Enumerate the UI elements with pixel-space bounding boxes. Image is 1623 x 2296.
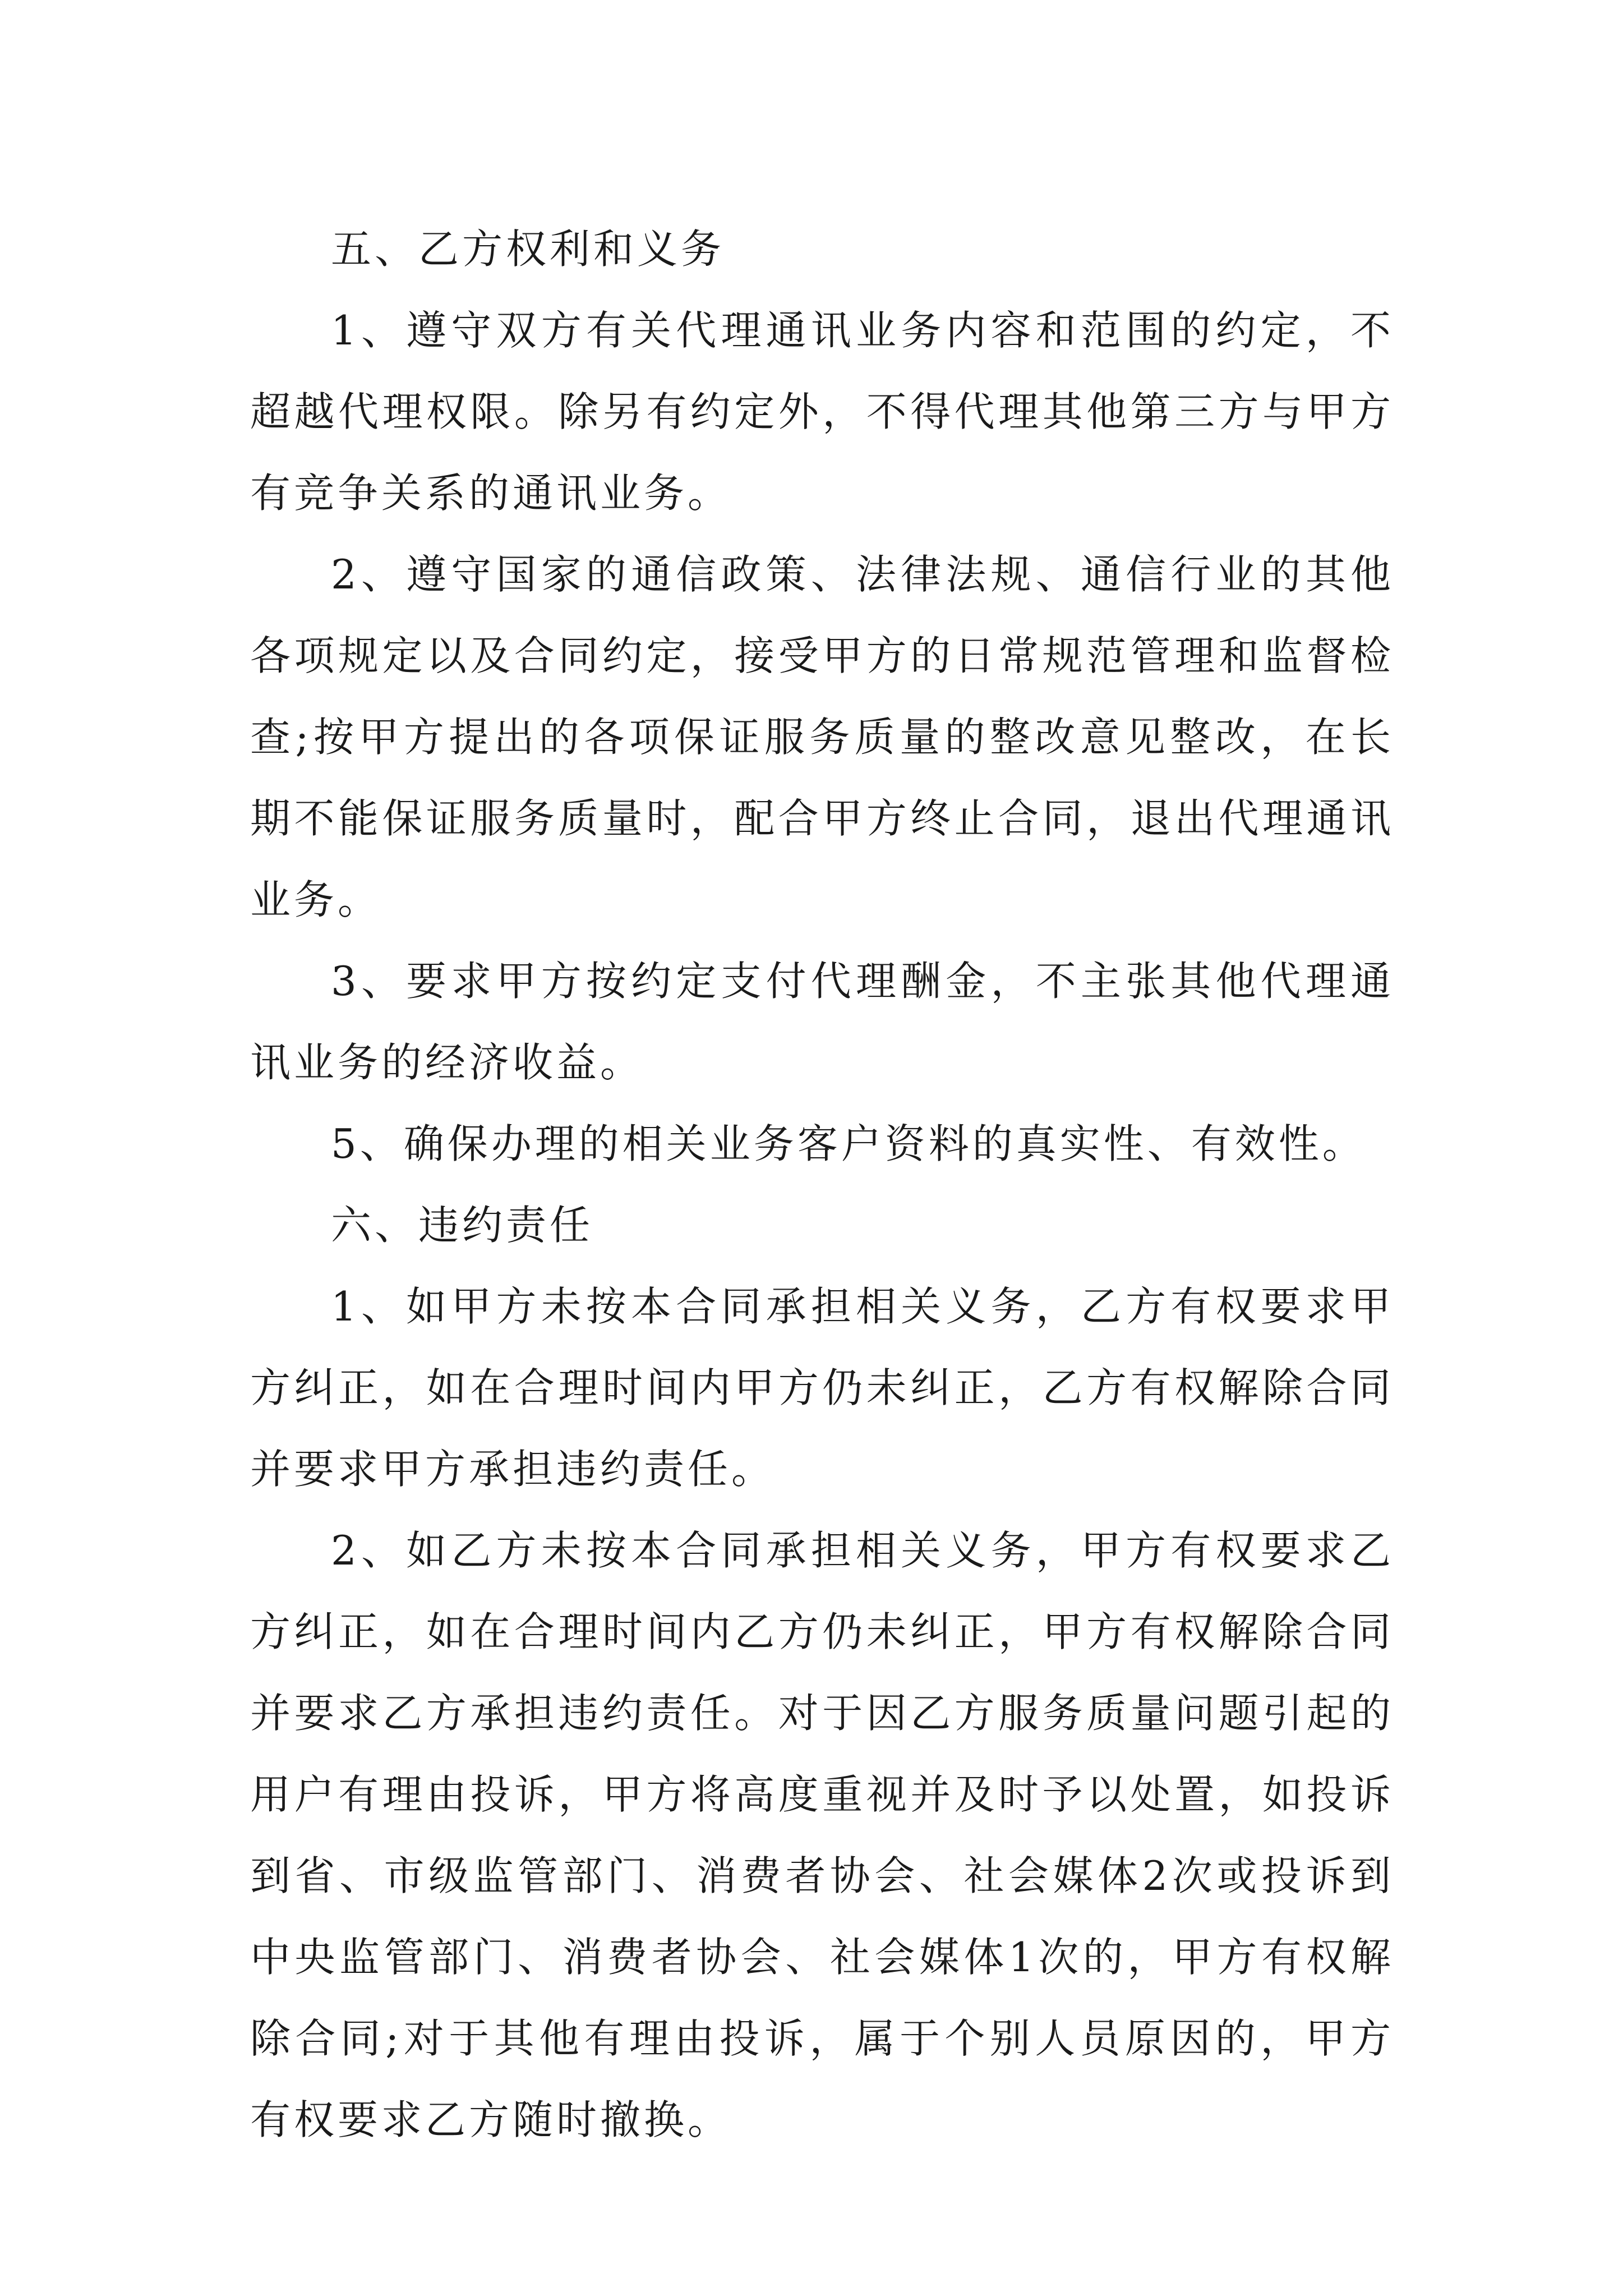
section-heading-breach-liability: 六、违约责任 (331, 1202, 594, 1249)
paragraph: 1、遵守双方有关代理通讯业务内容和范围的约定，不超越代理权限。除另有约定外，不得代理其他第三方与甲方有竞争关系的通讯业务。 (250, 307, 1394, 517)
paragraph: 2、遵守国家的通信政策、法律法规、通信行业的其他各项规定以及合同约定，接受甲方的日常规范管理和监督检查;按甲方提出的各项保证服务质量的整改意见整改，在长期不能保证服务质量时，配合甲方终止合同，退出代理通讯业务。 (250, 551, 1394, 923)
paragraph: 5、确保办理的相关业务客户资料的真实性、有效性。 (331, 1120, 1366, 1167)
paragraph: 2、如乙方未按本合同承担相关义务，甲方有权要求乙方纠正，如在合理时间内乙方仍未纠正，甲方有权解除合同并要求乙方承担违约责任。对于因乙方服务质量问题引起的用户有理由投诉，甲方将高度重视并及时予以处置，如投诉到省、市级监管部门、消费者协会、社会媒体2次或投诉到中央监管部门、消费者协会、社会媒体1次的，甲方有权解除合同;对于其他有理由投诉，属于个别人员原因的，甲方有权要求乙方随时撤换。 (250, 1527, 1394, 2143)
section-heading-rights-obligations: 五、乙方权利和义务 (331, 226, 725, 273)
paragraph: 1、如甲方未按本合同承担相关义务，乙方有权要求甲方纠正，如在合理时间内甲方仍未纠正，乙方有权解除合同并要求甲方承担违约责任。 (250, 1283, 1394, 1493)
document-body (250, 209, 1394, 2161)
paragraph: 3、要求甲方按约定支付代理酬金，不主张其他代理通讯业务的经济收益。 (250, 958, 1394, 1086)
